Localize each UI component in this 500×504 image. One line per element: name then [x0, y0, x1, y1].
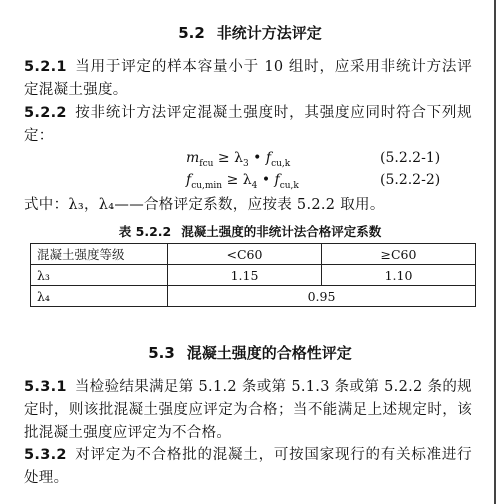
formula-rhs-subscript: cu,k	[279, 180, 299, 191]
clause-text: 按非统计方法评定混凝土强度时，其强度应同时符合下列规定：	[24, 105, 472, 144]
equation-number: (5.2.2-1)	[380, 150, 441, 166]
table-row	[31, 286, 476, 307]
equation-number: (5.2.2-2)	[380, 172, 441, 188]
clause-5-2-1	[24, 56, 472, 102]
clause-5-3-2	[24, 444, 472, 490]
page-edge-line	[494, 0, 496, 504]
clause-text: 对评定为不合格批的混凝土，可按国家现行的有关标准进行处理。	[24, 447, 472, 486]
formula-operator: ≥	[226, 172, 239, 188]
clause-5-3-1	[24, 376, 472, 445]
formula-dot: •	[261, 172, 271, 188]
formula-operator: ≥	[217, 150, 230, 166]
section-heading-5-2	[0, 22, 500, 43]
table-header-cell: <C60	[168, 244, 322, 265]
formula-lhs-subscript: fcu	[199, 158, 214, 169]
table-row	[31, 265, 476, 286]
table-header-cell: ≥C60	[322, 244, 476, 265]
formula-coefficient-subscript: 3	[242, 158, 249, 169]
formula-lhs: m	[186, 150, 200, 166]
formula-lhs-subscript: cu,min	[191, 180, 223, 191]
formula-5-2-2-1	[186, 150, 290, 169]
table-cell: 0.95	[168, 286, 476, 307]
formula-dot: •	[253, 150, 262, 166]
table-cell: 1.10	[322, 265, 476, 286]
table-header-cell: 混凝土强度等级	[31, 244, 168, 265]
table-number: 表 5.2.2	[118, 224, 172, 239]
clause-number: 5.3.2	[24, 447, 67, 463]
table-cell: 1.15	[168, 265, 322, 286]
clause-number: 5.3.1	[24, 379, 67, 395]
clause-number: 5.2.1	[24, 59, 67, 75]
table-caption	[0, 222, 500, 240]
clause-text: 当用于评定的样本容量小于 10 组时，应采用非统计方法评定混凝土强度。	[24, 59, 472, 98]
where-note: 式中：λ₃，λ₄——合格评定系数，应按表 5.2.2 取用。	[24, 197, 385, 213]
formula-rhs: f	[274, 172, 280, 188]
formula-coefficient: λ	[242, 172, 252, 188]
section-number: 5.3	[148, 344, 175, 362]
table-title: 混凝土强度的非统计法合格评定系数	[181, 224, 382, 239]
table-row-label: λ₄	[31, 286, 168, 307]
coefficient-table	[30, 243, 476, 307]
formula-lhs: f	[186, 172, 192, 188]
section-title: 非统计方法评定	[216, 24, 322, 42]
formula-5-2-2-2	[186, 172, 299, 191]
formula-rhs: f	[265, 150, 272, 166]
section-heading-5-3	[0, 342, 500, 363]
clause-number: 5.2.2	[24, 105, 67, 121]
clause-text: 当检验结果满足第 5.1.2 条或第 5.1.3 条或第 5.2.2 条的规定时，则该批混凝土强度应评定为合格；当不能满足上述规定时，该批混凝土强度应评定为不合格。	[24, 379, 472, 441]
formula-coefficient-subscript: 4	[251, 180, 258, 191]
formula-rhs-subscript: cu,k	[271, 158, 291, 169]
section-title: 混凝土强度的合格性评定	[186, 344, 352, 362]
formula-coefficient: λ	[234, 150, 243, 166]
table-row-label: λ₃	[31, 265, 168, 286]
table-header-row	[31, 244, 476, 265]
section-number: 5.2	[178, 24, 205, 42]
clause-5-2-2	[24, 102, 472, 148]
